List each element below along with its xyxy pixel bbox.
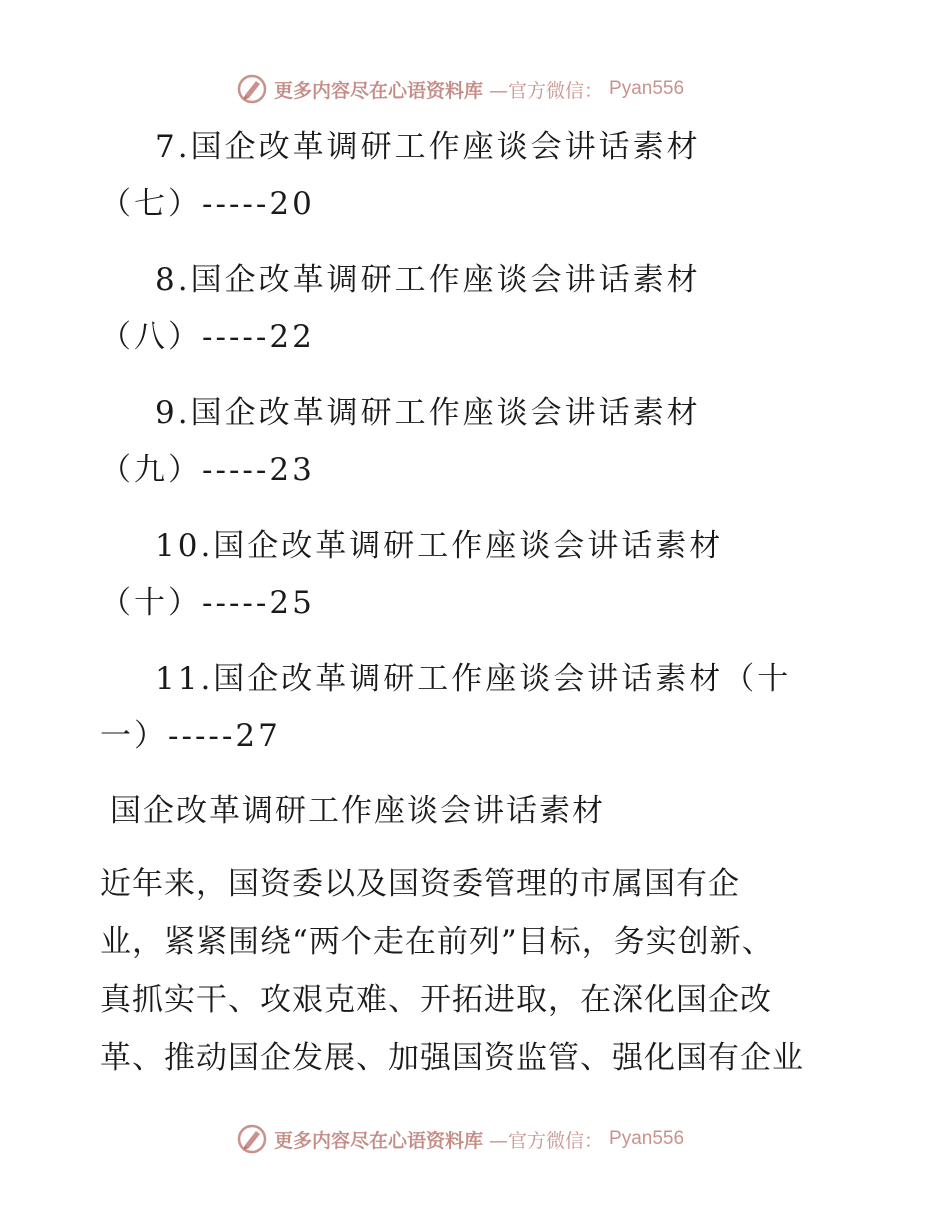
watermark-separator: —官方微信： [489, 79, 604, 102]
toc-entry-8-page: （八）-----22 [100, 319, 315, 355]
toc-entry-8-title: 8.国企改革调研工作座谈会讲话素材 [155, 262, 701, 298]
pen-logo-icon [236, 1123, 268, 1155]
watermark-id: Pyan556 [609, 78, 685, 99]
toc-entry-11-page: 一）-----27 [100, 718, 281, 754]
body-paragraph-line-1: 近年来，国资委以及国资委管理的市属国有企 [100, 866, 740, 902]
toc-entry-11-title: 11.国企改革调研工作座谈会讲话素材（十 [155, 661, 792, 697]
toc-entry-10-page: （十）-----25 [100, 585, 315, 621]
toc-entry-7-page: （七）-----20 [100, 186, 315, 222]
toc-entry-9-title: 9.国企改革调研工作座谈会讲话素材 [155, 395, 701, 431]
section-heading: 国企改革调研工作座谈会讲话素材 [110, 793, 605, 829]
watermark-id: Pyan556 [609, 1128, 685, 1149]
watermark-text: 更多内容尽在心语资料库 [274, 1129, 484, 1152]
header-watermark [236, 72, 684, 106]
toc-entry-10-title: 10.国企改革调研工作座谈会讲话素材 [155, 528, 724, 564]
toc-entry-9-page: （九）-----23 [100, 452, 315, 488]
pen-logo-icon [236, 73, 268, 105]
footer-watermark [236, 1122, 684, 1156]
watermark-separator: —官方微信： [489, 1129, 604, 1152]
body-paragraph-line-2: 业，紧紧围绕“两个走在前列”目标，务实创新、 [100, 924, 774, 960]
body-paragraph-line-4: 革、推动国企发展、加强国资监管、强化国有企业 [100, 1040, 804, 1076]
toc-entry-7-title: 7.国企改革调研工作座谈会讲话素材 [155, 129, 701, 165]
body-paragraph-line-3: 真抓实干、攻艰克难、开拓进取，在深化国企改 [100, 982, 772, 1018]
watermark-text: 更多内容尽在心语资料库 [274, 79, 484, 102]
